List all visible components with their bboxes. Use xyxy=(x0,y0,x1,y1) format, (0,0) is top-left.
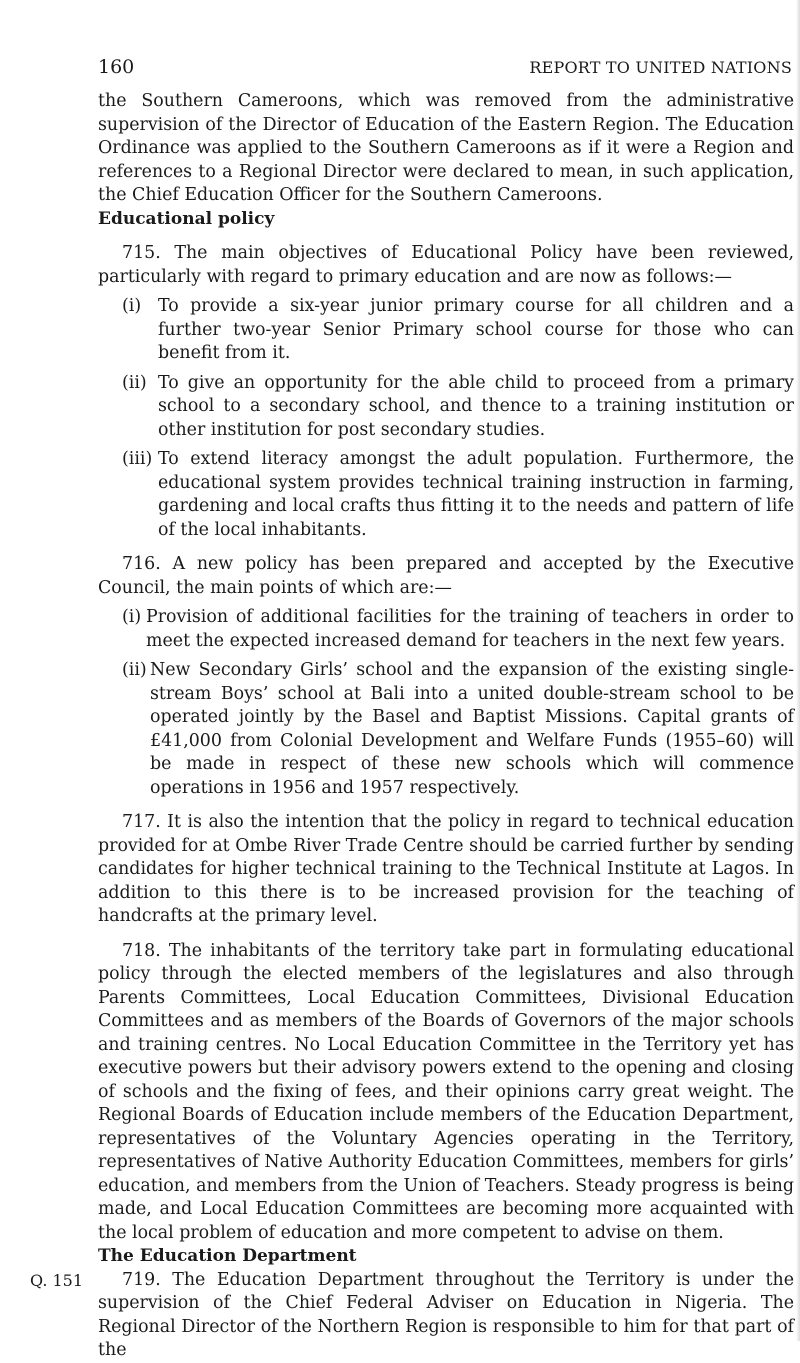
body-text xyxy=(98,90,794,1363)
list-item-number: (i) xyxy=(122,296,142,316)
list-item xyxy=(98,606,794,653)
margin-note: Q. 151 xyxy=(30,1270,84,1290)
paragraph-716: 716. A new policy has been prepared and accepted by the Executive Council, the main points of which are:— xyxy=(98,554,794,598)
list-item-text: To give an opportunity for the able child to proceed from a primary school to a secondary school, and thence to a training institution or other institution for post secondary studies. xyxy=(158,372,794,440)
list-item-number: (ii) xyxy=(122,372,147,393)
list-item xyxy=(98,659,794,800)
page-number: 160 xyxy=(98,56,135,78)
paragraph-715: 715. The main objectives of Educational Policy have been reviewed, particularly with regard to primary education and are now as follows:— xyxy=(98,243,794,287)
page-edge-shadow xyxy=(796,0,800,1341)
list-715 xyxy=(98,295,794,542)
list-item-number: (ii) xyxy=(122,660,147,680)
list-item-number: (iii) xyxy=(122,449,153,469)
list-item-text: To provide a six-year junior primary course for all children and a further two-year Senior Primary school course for those who can benefit from it. xyxy=(158,296,794,363)
list-item-text: To extend literacy amongst the adult population. Furthermore, the educational system provides technical training instruction in farming, gardening and local crafts thus fitting it to the needs and pattern of life of the local inhabitants. xyxy=(158,449,794,540)
list-item-number: (i) xyxy=(122,607,142,627)
paragraph-718: 718. The inhabitants of the territory take part in formulating educational policy through the elected members of the legislatures and also through Parents Committees, Local Education Committees, Divisional Education Committees and as members of the Boards of Governors of the major schools and training centres. No Local Education Committee in the Territory yet has executive powers but their advisory powers extend to the opening and closing of schools and the fixing of fees, and their opinions carry great weight. The Regional Boards of Education include members of the Education Department, representatives of the Voluntary Agencies operating in the Territory, representatives of Native Authority Education Committees, members for girls’ education, and members from the Union of Teachers. Steady progress is being made, and Local Education Committees are becoming more acquainted with the local problem of education and more competent to advise on them. xyxy=(98,940,794,1243)
paragraph-717: 717. It is also the intention that the policy in regard to technical education provided for at Ombe River Trade Centre should be carried further by sending candidates for higher technical training to the Technical Institute at Lagos. In addition to this there is to be increased provision for the teaching of handcrafts at the primary level. xyxy=(98,812,794,926)
section-heading-education-department: The Education Department xyxy=(98,1246,357,1266)
list-item-text: Provision of additional facilities for the training of teachers in order to meet the expected increased demand for teachers in the next few years. xyxy=(146,607,794,651)
list-item xyxy=(98,372,794,443)
list-item-text: New Secondary Girls’ school and the expansion of the existing single-stream Boys’ school at Bali into a united double-stream school to be operated jointly by the Basel and Baptist Missions. Capital grants of £41,000 from Colonial Development and Welfare Funds (1955–60) will be made in respect of these new schools which will commence operations in 1956 and 1957 respectively. xyxy=(150,660,794,798)
running-head: REPORT TO UNITED NATIONS xyxy=(529,58,792,77)
list-item xyxy=(98,448,794,542)
page-header xyxy=(98,56,792,82)
paragraph-719: 719. The Education Department throughout the Territory is under the supervision of the Chief Federal Adviser on Education in Nigeria. The Regional Director of the Northern Region is responsible to him for that part of the xyxy=(98,1269,794,1360)
list-716 xyxy=(98,606,794,800)
intro-paragraph: the Southern Cameroons, which was removed from the administrative supervision of the Director of Education of the Eastern Region. The Education Ordinance was applied to the Southern Cameroons as if it were a Region and references to a Regional Director were declared to mean, in such application, the Chief Education Officer for the Southern Cameroons. xyxy=(98,91,794,205)
section-heading-educational-policy: Educational policy xyxy=(98,208,275,229)
list-item xyxy=(98,295,794,366)
